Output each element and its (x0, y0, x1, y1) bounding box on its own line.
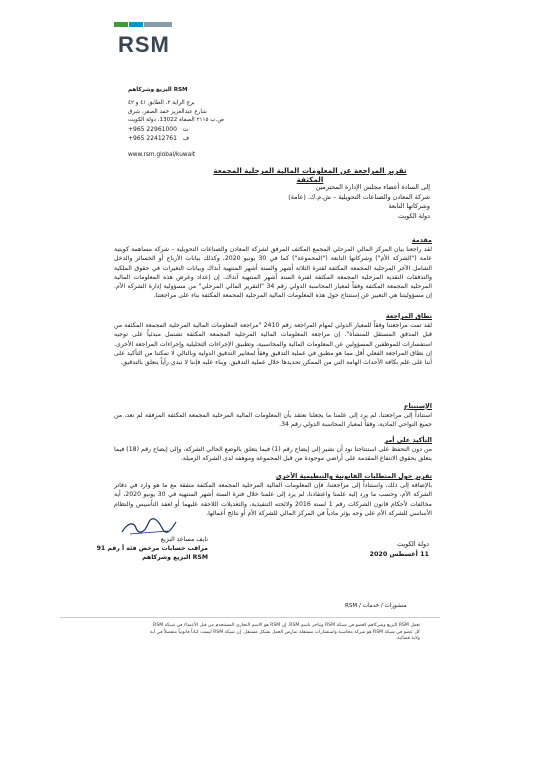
disclaimer-line: كل عضو في شبكة RSM هو شركة محاسبة واستشارات مستقلة تمارس العمل بشكل مستقل. إن شبكة RSM ليست كياناً قانونياً منفصلاً في أية ولاية قضائية. (150, 629, 420, 642)
handwritten-signature (118, 516, 178, 538)
signature-block (88, 536, 208, 562)
logo-bar-green (114, 22, 128, 27)
section-heading: التأكيد على أمر (384, 436, 432, 444)
section-emphasis (114, 436, 432, 464)
section-heading: الإستنتاج (403, 402, 432, 410)
firm-name: RSM البزيع وشركاهم (128, 87, 188, 93)
phone-row (128, 125, 189, 134)
address-line: برج الراية ٢، الطابق ٤١ و ٤٢ (128, 100, 195, 107)
section-body: لقد راجعنا بيان المركز المالي المرحلي المجمع المكثف المرفق لشركة المعادن والصناعات التحويلية – شركة مساهمة كويتية عامة ("الشركة الأم") وشركاتها التابعة ("المجموعة") كما في 30 يونيو 2020، وكذلك بيانات الأرباح أو الخسائر والدخل الشامل الآخر المرحلية المجمعة المكثفة لفترة الثلاثة أشهر والستة أشهر المنتهية آنذاك وبيانات التغيرات في حقوق الملكية والتدفقات النقدية المرحلية المجمعة المكثفة لفترة الستة أشهر المنتهية آنذاك. إن إعداد وعرض هذه المعلومات المالية المرحلية المجمعة المكثفة وفقاً لمعيار المحاسبة الدولي رقم 34 "التقرير المالي المرحلي" من مسؤولية إدارة الشركة الأم. إن مسؤوليتنا هي التعبير عن إستنتاج حول هذه المعلومات المالية المرحلية المجمعة المكثفة بناء على مراجعتنا. (114, 246, 432, 300)
signatory-name: نايف مساعد البزيع (160, 536, 208, 543)
section-heading: مقدمة (411, 236, 432, 244)
logo-wordmark: RSM (118, 32, 170, 57)
letterhead-contact (128, 125, 189, 143)
address-line: شارع عبدالعزيز حمد الصقر، شرق (128, 108, 207, 115)
footer-divider (60, 617, 440, 618)
phone-label: ت (182, 126, 189, 133)
fax-label: ف (182, 135, 190, 142)
letterhead-address (128, 86, 268, 124)
date-block (339, 540, 429, 559)
logo-bar-grey (144, 22, 172, 27)
disclaimer-line: تعمل RSM البزيع وشركاهم كعضو في شبكة RSM وتتاجر باسم RSM. إن RSM هو الاسم التجاري المستخدم من قبل الأعضاء في شبكة RSM. (151, 623, 420, 628)
footer-reference: منشورات / خدمات / RSM (345, 603, 407, 609)
section-body: بالإضافة إلى ذلك، واستناداً إلى مراجعتنا، فإن المعلومات المالية المرحلية المجمعة المكثفة متفقة مع ما هو وارد في دفاتر الشركة الأم، وحسب ما ورد إليه علمنا واعتقادنا، لم يرد إلى علمنا خلال فترة الستة أشهر المنتهية في 30 يونيو 2020، أية مخالفات لأحكام قانون الشركات رقم 1 لسنة 2016 ولائحته التنفيذية، والتعديلات اللاحقة عليهما أو لعقد التأسيس والنظام الأساسي للشركة الأم على وجه يؤثر مادياً في المركز المالي للشركة الأم أو نتائج أعمالها. (114, 482, 432, 517)
address-line: ص.ب ٢١١٥ الصفاة 13022، دولة الكويت (128, 116, 225, 123)
signatory-firm: RSM البزيع وشركاهم (142, 553, 208, 561)
section-body: لقد تمت مراجعتنا وفقاً للمعيار الدولي لمهام المراجعة رقم 2410 "مراجعة المعلومات المالية المرحلية المجمعة المكثفة من قبل المدقق المستقل للمنشأة". إن مراجعة المعلومات المالية المرحلية المجمعة المكثفة تشتمل مبدئياً على توجيه استفسارات للموظفين المسؤولين عن المعلومات المالية والمحاسبية، وتطبيق الإجراءات التحليلية وإجراءات المراجعة الأخرى. إن نطاق المراجعة الفعلي أقل مما هو مطبق في عملية التدقيق وفقاً لمعايير التدقيق الدولية وبالتالي لا تمكننا من التأكيد على أننا على علم بكافة الأحداث الهامة التي من الممكن تحديدها خلال عملية التدقيق. وبناء عليه فإننا لا نبدي رأياً يتعلق بالتدقيق. (114, 322, 432, 367)
report-place: دولة الكويت (397, 540, 429, 548)
section-introduction (114, 236, 432, 300)
section-legal-requirements (114, 472, 432, 518)
rsm-logo (114, 22, 174, 66)
addressee-line: وشركاتها التابعة (388, 202, 430, 210)
footer-disclaimer (150, 623, 420, 643)
phone-number: +965 22961000 (128, 126, 177, 133)
section-body: استناداً إلى مراجعتنا، لم يرد إلى علمنا ما يجعلنا نعتقد بأن المعلومات المالية المرحلية المجمعة المكثفة المرفقة لم تعد، من جميع النواحي المادية، وفقاً لمعيار المحاسبة الدولي رقم 34. (114, 412, 432, 429)
section-heading: تقرير حول المتطلبات القانونية والتنظيمية الأخرى (275, 472, 432, 480)
fax-number: +965 22412761 (128, 135, 177, 142)
website-link[interactable]: www.rsm.global/kuwait (128, 152, 196, 158)
section-body: من دون التحفظ على استنتاجنا نود أن نشير إلى إيضاح رقم (1) فيما يتعلق بالوضع الحالي الشركة، وإلى إيضاح رقم (18) فيما يتعلق بحقوق الانتفاع المقدمة على أراضي موجودة من قبل المجموعة وموهفه لدى الشركة الزميلة. (114, 446, 432, 463)
logo-color-bars (114, 22, 172, 28)
section-scope (114, 312, 432, 367)
report-date: 11 أغسطس 2020 (369, 549, 429, 558)
addressee-line: إلى السادة أعضاء مجلس الإدارة المحترمين (315, 183, 430, 191)
signatory-license: مراقب حسابات مرخص فئة أ رقم 91 (96, 544, 208, 552)
fax-row (128, 134, 189, 143)
report-title: تقرير المراجعة عن المعلومات المالية المرحلية المجمعة المكثفة (213, 166, 407, 184)
addressee-line: دولة الكويت (398, 211, 430, 220)
section-conclusion (114, 402, 432, 430)
section-heading: نطاق المراجعة (385, 312, 432, 320)
addressee-block (130, 183, 430, 221)
logo-bar-blue (129, 22, 143, 27)
addressee-line: شركة المعادن والصناعات التحويلية – ش.م.ك. (عامة) (288, 192, 430, 201)
